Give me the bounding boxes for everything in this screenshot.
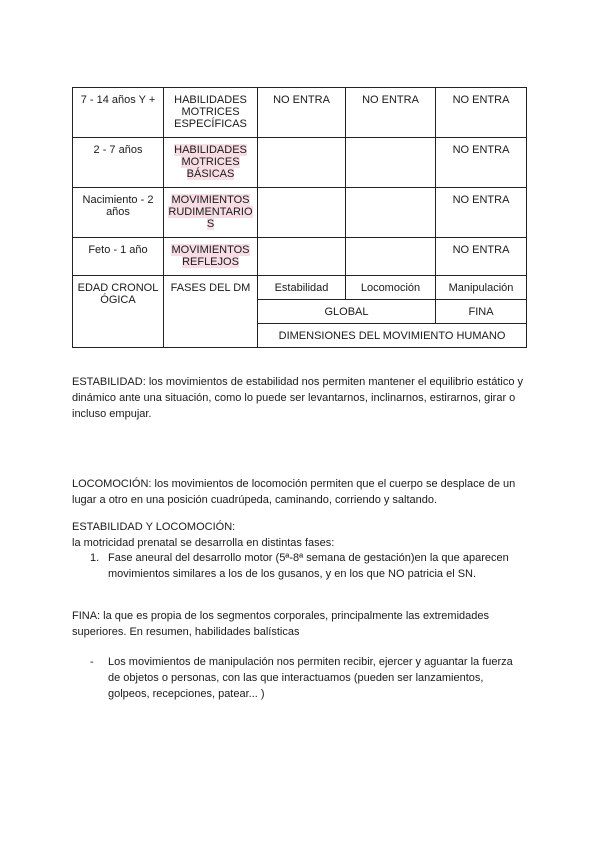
prenatal-paragraph: la motricidad prenatal se desarrolla en distintas fases: <box>72 537 335 549</box>
stability-paragraph: ESTABILIDAD: los movimientos de estabilidad nos permiten mantener el equilibrio estático y dinámico ante una situación, como lo puede ser levantarnos, inclinarnos, estirarnos, girar o incluso empujar. <box>72 376 524 420</box>
phase-cell <box>164 188 258 238</box>
age-header-cell: EDAD CRONOLÓGICA <box>73 276 164 348</box>
fina-header-cell: FINA <box>436 300 527 324</box>
locomotion-cell <box>346 188 436 238</box>
manipulation-header-cell: Manipulación <box>436 276 527 300</box>
table-row <box>73 238 527 276</box>
phase-cell: HABILIDADES MOTRICES ESPECÍFICAS <box>164 88 258 138</box>
list-item: Fase aneural del desarrollo motor (5ª-8ª semana de gestación)en la que aparecen movimientos similares a los de los gusanos, y en los que NO patricia el SN. <box>108 552 509 580</box>
bullet-marker: - <box>90 656 94 668</box>
stability-locomotion-heading: ESTABILIDAD Y LOCOMOCIÓN: <box>72 521 236 533</box>
manipulation-cell: NO ENTRA <box>436 238 527 276</box>
age-cell: Nacimiento - 2 años <box>73 188 164 238</box>
manipulation-cell: NO ENTRA <box>436 138 527 188</box>
highlighted-phase: MOVIMIENTOS REFLEJOS <box>171 244 250 268</box>
list-number: 1. <box>90 552 100 564</box>
stability-cell: NO ENTRA <box>258 88 346 138</box>
highlighted-phase: MOVIMIENTOS RUDIMENTARIOS <box>168 194 253 230</box>
motor-development-table <box>72 87 527 348</box>
fina-paragraph: FINA: la que es propia de los segmentos corporales, principalmente las extremidades superiores. En resumen, habilidades balísticas <box>72 610 489 638</box>
age-cell: Feto - 1 año <box>73 238 164 276</box>
manipulation-cell: NO ENTRA <box>436 88 527 138</box>
locomotion-paragraph: LOCOMOCIÓN: los movimientos de locomoción permiten que el cuerpo se desplace de un lugar a otro en una posición cuadrúpeda, caminando, corriendo y saltando. <box>72 478 516 506</box>
global-header-cell: GLOBAL <box>258 300 436 324</box>
stability-header-cell: Estabilidad <box>258 276 346 300</box>
phases-header-cell: FASES DEL DM <box>164 276 258 348</box>
table-row <box>73 276 527 300</box>
stability-cell <box>258 238 346 276</box>
age-cell: 7 - 14 años Y + <box>73 88 164 138</box>
locomotion-header-cell: Locomoción <box>346 276 436 300</box>
stability-cell <box>258 188 346 238</box>
table-row <box>73 188 527 238</box>
locomotion-cell <box>346 138 436 188</box>
locomotion-cell <box>346 238 436 276</box>
manipulation-cell: NO ENTRA <box>436 188 527 238</box>
stability-cell <box>258 138 346 188</box>
list-item: Los movimientos de manipulación nos permiten recibir, ejercer y aguantar la fuerza de objetos o personas, con las que interactuamos (pueden ser lanzamientos, golpeos, recepciones, patear... ) <box>108 656 513 700</box>
table-row <box>73 88 527 138</box>
table-row <box>73 138 527 188</box>
highlighted-phase: HABILIDADES MOTRICES BÁSICAS <box>174 144 247 180</box>
phase-cell <box>164 238 258 276</box>
locomotion-cell: NO ENTRA <box>346 88 436 138</box>
phase-cell <box>164 138 258 188</box>
age-cell: 2 - 7 años <box>73 138 164 188</box>
dimensions-header-cell: DIMENSIONES DEL MOVIMIENTO HUMANO <box>258 324 527 348</box>
